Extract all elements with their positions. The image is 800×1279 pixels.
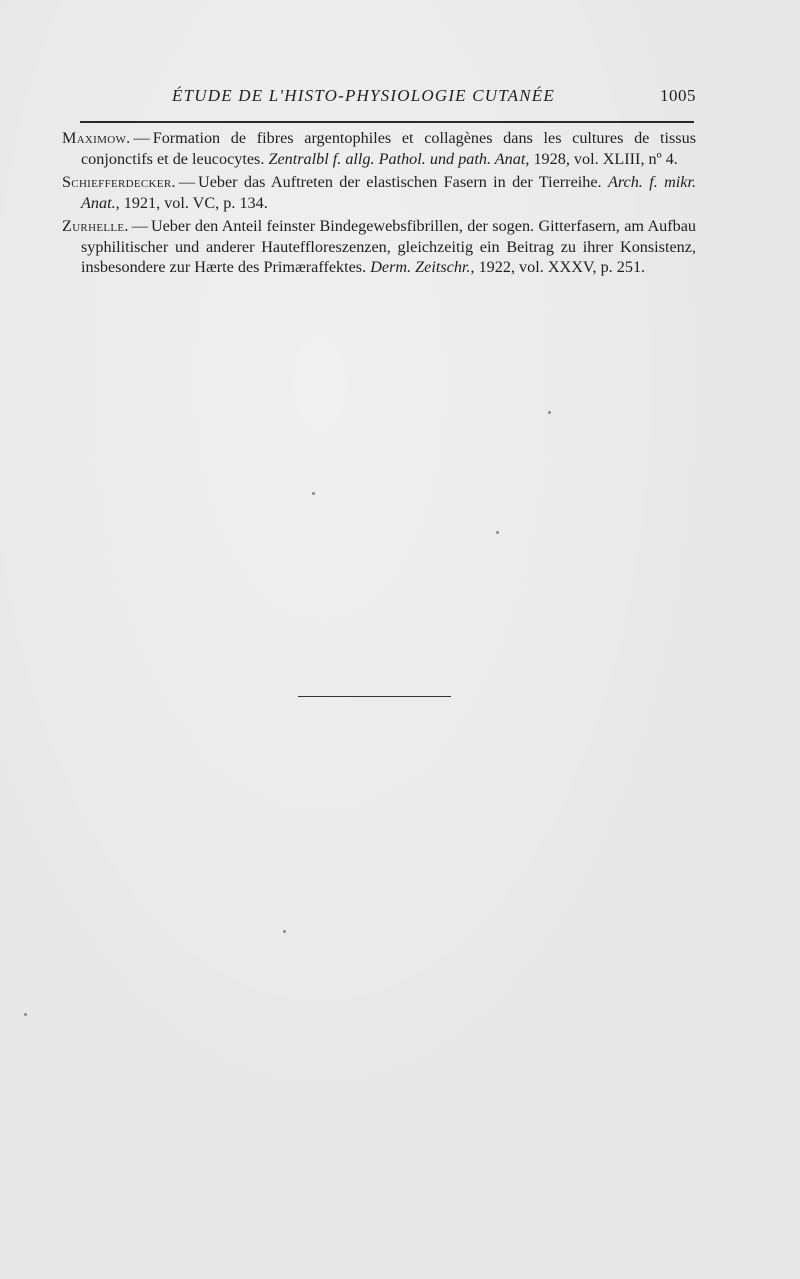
bibliography [62, 128, 696, 281]
page-header [80, 86, 704, 116]
running-title: ÉTUDE DE L'HISTO-PHYSIOLOGIE CUTANÉE [172, 86, 555, 105]
reference-separator: — [133, 129, 150, 147]
header-rule [80, 121, 694, 123]
paper-speck [496, 531, 499, 534]
reference-entry-maximow [62, 128, 696, 169]
reference-separator: — [178, 173, 195, 191]
reference-entry-schiefferdecker [62, 172, 696, 213]
paper-speck [312, 492, 315, 495]
reference-details: , 1921, vol. VC, p. 134. [115, 193, 268, 212]
reference-entry-zurhelle [62, 216, 696, 278]
reference-details: , 1922, vol. XXXV, p. 251. [470, 258, 646, 276]
reference-journal: Derm. Zeitschr. [370, 258, 471, 276]
reference-title: Ueber den Anteil feinster Bindegewebsfibrillen, der sogen. Gitterfasern, am Aufbau syphilitischer und anderer Hauteffloreszenzen, gleichzeitig ein Beitrag zu ihrer Konsistenz, insbesondere zur Hærte des Primæraffektes. [81, 217, 696, 276]
paper-speck [548, 411, 551, 414]
reference-author: Maximow. [62, 129, 131, 147]
reference-author: Schiefferdecker. [62, 173, 176, 191]
paper-speck [24, 1013, 27, 1016]
reference-title: Formation de fibres argentophiles et collagènes dans les cultures de tissus conjonctifs et de leucocytes. [81, 129, 696, 168]
reference-journal: Zentralbl f. allg. Pathol. und path. Anat [268, 149, 526, 168]
reference-separator: — [131, 217, 148, 235]
reference-author: Zurhelle. [62, 217, 129, 235]
paper-speck [283, 930, 286, 933]
reference-details: , 1928, vol. XLIII, nº 4. [525, 149, 678, 168]
reference-journal: Arch. f. mikr. Anat. [81, 173, 696, 212]
page-number: 1005 [660, 86, 696, 105]
section-end-rule [298, 696, 451, 697]
reference-title: Ueber das Auftreten der elastischen Fasern in der Tierreihe. [198, 173, 602, 191]
